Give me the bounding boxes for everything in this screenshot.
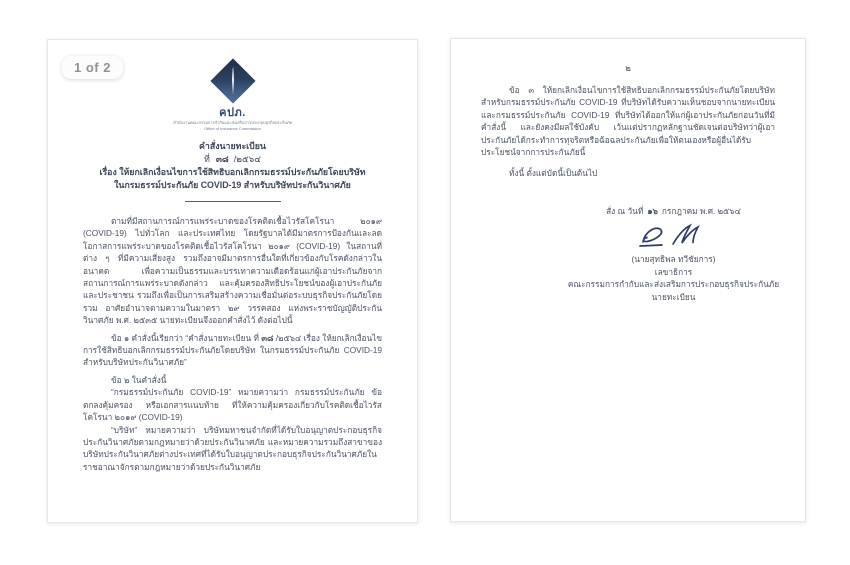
oic-org-name-thai: สำนักงานคณะกรรมการกำกับและส่งเสริมการประกอบธุรกิจประกันภัย (173, 120, 292, 125)
subject-line-1: เรื่อง ให้ยกเลิกเงื่อนไขการใช้สิทธิบอกเลิกกรมธรรม์ประกันภัยโดยบริษัท (99, 167, 366, 177)
signature-image (633, 222, 715, 252)
subject-line-2: ในกรมธรรม์ประกันภัย COVID-19 สำหรับบริษัทประกันวินาศภัย (114, 180, 351, 190)
paragraph-clause-1 (83, 332, 382, 369)
order-number-suffix: /๒๕๖๔ (233, 154, 261, 164)
clause-1-text-after: /๒๕๖๔ เรื่อง ให้ยกเลิกเงื่อนไขการใช้สิทธิบอกเลิกกรมธรรม์ประกันภัยโดยบริษัท ในกรมธรรม์ประกันภัย COVID-19 สำหรับบริษัทประกันวินาศภัย” (83, 332, 383, 368)
diamond-streak (232, 67, 235, 95)
oic-acronym: คปภ. (219, 107, 246, 119)
order-date-day: ๑๖ (647, 205, 658, 216)
paragraph-definition-company: “บริษัท” หมายความว่า บริษัทมหาชนจำกัดที่ได้รับใบอนุญาตประกอบธุรกิจประกันวินาศภัยตามกฎหมายว่าด้วยประกันวินาศภัย และหมายความรวมถึงสาขาของบริษัทประกันวินาศภัยต่างประเทศที่ได้รับใบอนุญาตประกอบธุรกิจประกันวินาศภัยในราชอาณาจักรตามกฎหมายว่าด้วยประกันวินาศภัย (83, 424, 382, 472)
signer-organization: คณะกรรมการกำกับและส่งเสริมการประกอบธุรกิจประกันภัย (567, 279, 780, 290)
paragraph-effective-date: ทั้งนี้ ตั้งแต่บัดนี้เป็นต้นไป (509, 168, 598, 179)
document-title: คำสั่งนายทะเบียน (199, 141, 266, 151)
title-divider (185, 201, 281, 202)
signer-role: นายทะเบียน (651, 291, 696, 302)
page-number: ๒ (625, 63, 631, 73)
paragraph-clause-3: ข้อ ๓ ให้ยกเลิกเงื่อนไขการใช้สิทธิบอกเลิกกรมธรรม์ประกันภัยโดยบริษัท สำหรับกรมธรรม์ประกันภัย COVID-19 ที่บริษัทได้รับความเห็นชอบจากนายทะเบียน และกรมธรรม์ประกันภัย COVID-19 ที่บริษัทได้ออกให้แก่ผู้เอาประกันภัยก่อนวันที่มีคำสั่งนี้ และยังคงมีผลใช้บังคับ เว้นแต่ปรากฏหลักฐานชัดเจนต่อบริษัทว่าผู้เอาประกันภัยได้กระทำการทุจริตหรือฉ้อฉลประกันภัยเพื่อให้ตนเองหรือผู้อื่นได้รับประโยชน์จากการประกันภัยนี้ (481, 85, 775, 158)
clause-1-text-before: ข้อ ๑ คำสั่งนี้เรียกว่า “คำสั่งนายทะเบียน ที่ (111, 332, 262, 343)
order-number-prefix: ที่ (204, 154, 210, 164)
clause-1-order-number: ๓๘ (261, 332, 274, 343)
paragraph-clause-2-head: ข้อ ๒ ในคำสั่งนี้ (111, 374, 167, 385)
page-indicator-badge: 1 of 2 (62, 56, 123, 79)
order-number: ๓๘ (215, 154, 229, 164)
signer-name: (นายสุทธิพล ทวีชัยการ) (631, 254, 716, 265)
page2-body (451, 84, 805, 180)
order-number-line (48, 153, 417, 166)
paragraph-preamble: ตามที่มีสถานการณ์การแพร่ระบาดของโรคติดเชื้อไวรัสโคโรนา ๒๐๑๙ (COVID-19) ไปทั่วโลก และประเทศไทย โดยรัฐบาลได้มีมาตรการป้องกันและลดโอกาสการแพร่ระบาดของโรคติดเชื้อไวรัสโคโรนา ๒๐๑๙ (COVID-19) ในสถานที่ต่าง ๆ ที่มีความเสี่ยงสูง รวมถึงอาจมีมาตรการอื่นใดที่เกี่ยวข้องกับโรคดังกล่าวในอนาคต เพื่อความเป็นธรรมและบรรเทาความเดือดร้อนแก่ผู้เอาประกันภัยจากสถานการณ์การแพร่ระบาดดังกล่าว และคุ้มครองสิทธิประโยชน์ของผู้เอาประกันภัยและประชาชน รวมถึงเพื่อเป็นการเสริมสร้างความเชื่อมั่นต่อระบบธุรกิจประกันภัยโดยรวม อาศัยอำนาจตามความในมาตรา ๒๙ วรรคสอง แห่งพระราชบัญญัติประกันวินาศภัย พ.ศ. ๒๕๓๕ นายทะเบียนจึงออกคำสั่งไว้ ดังต่อไปนี้ (83, 216, 382, 326)
signature-block (556, 205, 791, 304)
paragraph-definition-policy: “กรมธรรม์ประกันภัย COVID-19” หมายความว่า กรมธรรม์ประกันภัย ข้อตกลงคุ้มครอง หรือเอกสารแนบท้าย ที่ให้ความคุ้มครองเกี่ยวกับโรคติดเชื้อไวรัสโคโรนา ๒๐๑๙ (COVID-19) (83, 387, 382, 423)
order-date-suffix: กรกฎาคม พ.ศ. ๒๕๖๔ (661, 205, 741, 216)
order-date-line (556, 205, 791, 218)
page1-body (48, 215, 417, 473)
oic-diamond-logo-icon (210, 58, 256, 104)
document-title-block (48, 140, 417, 192)
order-date-prefix: สั่ง ณ วันที่ (606, 205, 644, 216)
document-page-2 (450, 38, 806, 522)
document-page-1 (47, 39, 418, 523)
signer-title: เลขาธิการ (654, 266, 693, 277)
oic-org-name-english: Office of Insurance Commission (204, 126, 261, 131)
